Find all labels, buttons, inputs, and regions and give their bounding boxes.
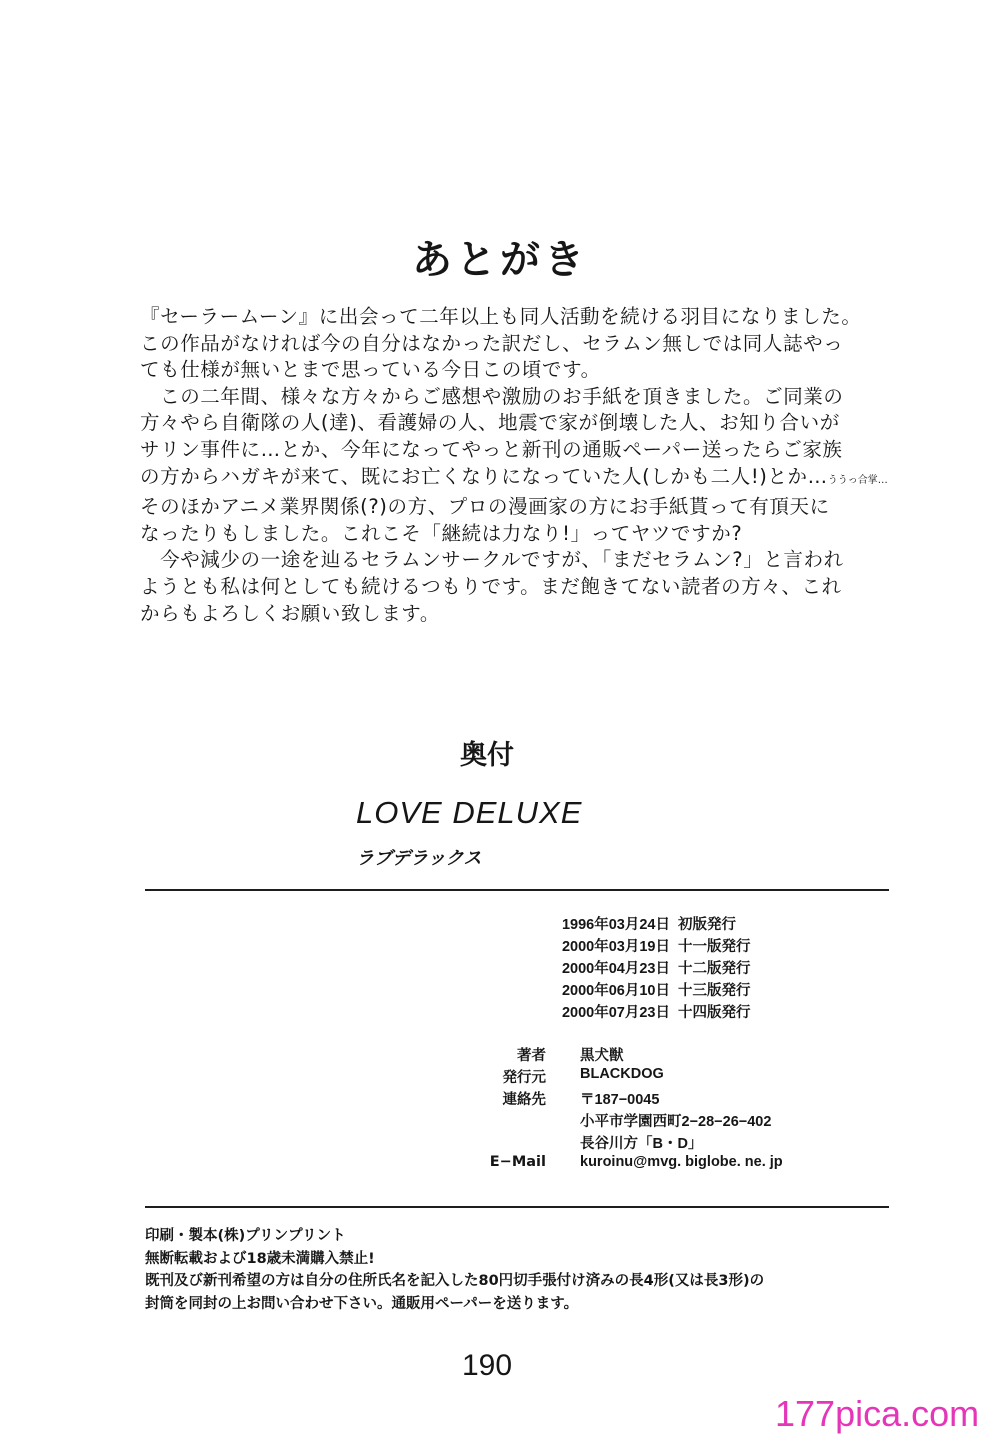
note-line: 印刷・製本(株)プリンプリント [145, 1228, 346, 1244]
afterword-body [140, 304, 900, 627]
afterword-title: あとがき [412, 237, 588, 283]
afterword-line: この二年間、様々な方々からご感想や激励のお手紙を頂きました。ご同業の [140, 384, 844, 408]
edition-date: 2000年06月10日 [561, 983, 670, 999]
edition-date: 2000年04月23日 [561, 961, 670, 977]
afterword-line: なったりもしました。これこそ「継続は力なり!」ってヤツですか? [140, 521, 743, 545]
afterword-line: 『セーラームーン』に出会って二年以上も同人活動を続ける羽目になりました。 [140, 305, 862, 328]
edition-date: 2000年03月19日 [561, 939, 670, 955]
afterword-line: ても仕様が無いとまで思っている今日この頃です。 [140, 358, 601, 382]
edition-label: 十一版発行 [678, 939, 751, 955]
credit-key: 著者 [517, 1048, 546, 1064]
credit-key: E−Mail [489, 1154, 546, 1170]
credit-value: 長谷川方「B・D」 [580, 1136, 703, 1152]
credit-key: 発行元 [502, 1070, 546, 1086]
credit-value: kuroinu@mvg. biglobe. ne. jp [580, 1154, 783, 1170]
edition-date: 2000年07月23日 [561, 1005, 670, 1021]
edition-label: 十三版発行 [678, 983, 751, 999]
edition-label: 十四版発行 [678, 1005, 751, 1021]
note-line: 無断転載および18歳未満購入禁止! [145, 1250, 375, 1267]
edition-label: 初版発行 [678, 917, 736, 933]
afterword-line: 方々やら自衛隊の人(達)、看護婦の人、地震で家が倒壊した人、お知り合いが [140, 411, 840, 435]
afterword-line-text: の方からハガキが来て、既にお亡くなりになっていた人(しかも二人!)とか… [140, 464, 828, 488]
credit-value: BLACKDOG [580, 1066, 664, 1082]
handwritten-note: ううっ合掌… [827, 474, 888, 486]
afterword-line: 今や減少の一途を辿るセラムンサークルですが、「まだセラムン?」と言われ [140, 548, 844, 572]
edition-label: 十二版発行 [678, 961, 751, 977]
credit-value: 黒犬獣 [580, 1048, 624, 1064]
credit-value: 〒187−0045 [580, 1092, 660, 1108]
afterword-line: そのほかアニメ業界関係(?)の方、プロの漫画家の方にお手紙貰って有頂天に [140, 495, 830, 519]
afterword-line: サリン事件に…とか、今年になってやっと新刊の通販ペーパー送ったらご家族 [140, 437, 843, 461]
book-title: LOVE DELUXE [356, 795, 583, 830]
divider-bottom [145, 1206, 889, 1208]
note-line: 既刊及び新刊希望の方は自分の住所氏名を記入した80円切手張付け済みの長4形(又は長3形)の [145, 1273, 765, 1289]
afterword-line: この作品がなければ今の自分はなかった訳だし、セラムン無しでは同人誌やっ [140, 331, 844, 355]
watermark: 177pica.com [775, 1393, 980, 1434]
credit-key: 連絡先 [502, 1092, 546, 1108]
credit-value: 小平市学園西町2−28−26−402 [580, 1114, 772, 1130]
edition-date: 1996年03月24日 [561, 917, 670, 933]
divider-top [145, 889, 889, 891]
colophon-notes [145, 1225, 764, 1315]
afterword-line [140, 464, 900, 495]
book-title-kana: ラブデラックス [356, 848, 482, 869]
note-line: 封筒を同封の上お問い合わせ下さい。通販用ペーパーを送ります。 [145, 1295, 579, 1312]
afterword-line: からもよろしくお願い致します。 [140, 601, 440, 625]
colophon-title: 奥付 [460, 740, 514, 771]
afterword-line: ようとも私は何としても続けるつもりです。まだ飽きてない読者の方々、これ [140, 574, 842, 598]
page-number: 190 [461, 1349, 513, 1382]
